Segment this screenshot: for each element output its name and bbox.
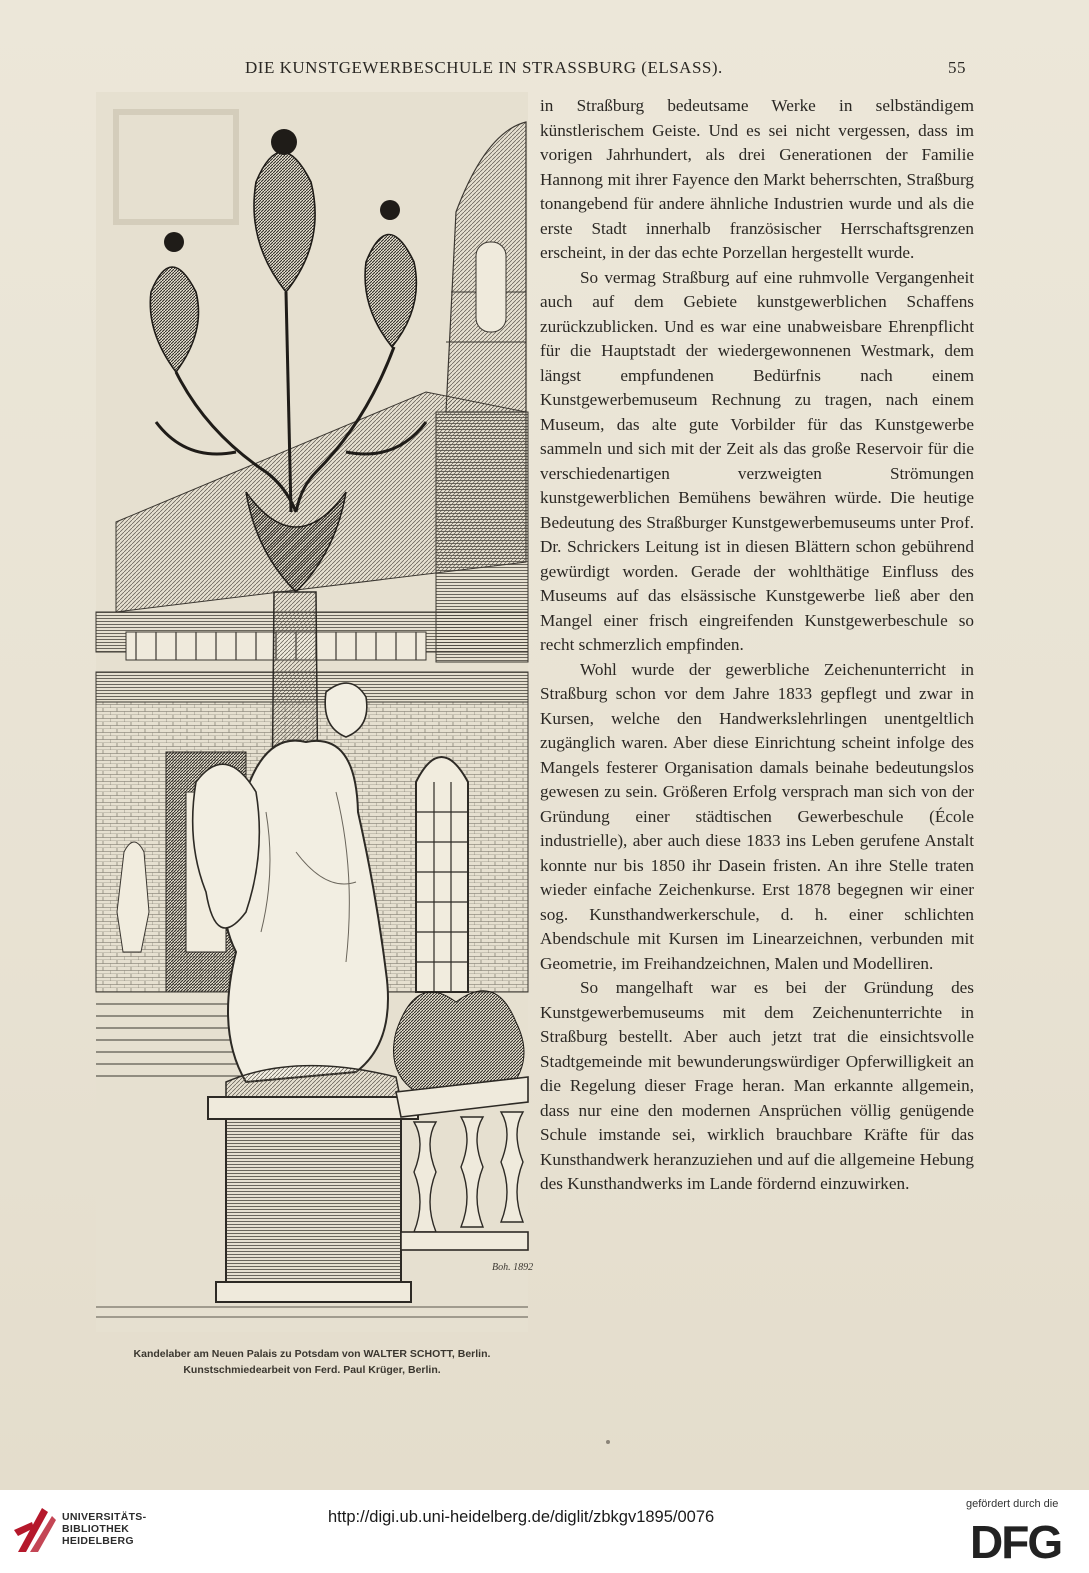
digitization-footer <box>0 1490 1089 1573</box>
page-ornament-dot <box>606 1440 610 1444</box>
running-title: DIE KUNSTGEWERBESCHULE IN STRASSBURG (ELSASS). <box>245 58 723 77</box>
funding-label: gefördert durch die <box>966 1498 1059 1510</box>
paragraph-1: in Straßburg bedeutsame Werke in selbständigem künstlerischem Geiste. Und es sei nicht vergessen, dass im vorigen Jahrhundert, als drei Generationen der Familie Hannong mit ihrer Fayence den Markt beherrschten, Straßburg tonangebend für andere ähnliche Industrien wurde und als die erste Stadt innerhalb französischer Herrschaftsgrenzen erscheint, in der das echte Porzellan hergestellt wurde. <box>540 96 974 262</box>
permalink-url[interactable]: http://digi.ub.uni-heidelberg.de/diglit/zbkgv1895/0076 <box>328 1508 715 1526</box>
paragraph-4: So mangelhaft war es bei der Gründung des Kunstgewerbemuseums mit dem Zeichenunterrichte in Straßburg bestellt. Aber auch jetzt trat die einsichtsvolle Stadtgemeinde mit bewunderungswürdiger Opferwilligkeit an die Regelung dieser Frage heran. Man erkannte allgemein, dass nur eine den modernen Ansprüchen völlig genügende Schule imstande sei, wirklich brauchbare Kräfte für das Kunsthandwerk heranzuziehen und auf die allgemeine Hebung des Kunsthandwerks im Lande fördernd einzuwirken. <box>540 978 974 1193</box>
library-line-1: UNIVERSITÄTS- <box>62 1511 147 1523</box>
engraver-signature: Boh. 1892 <box>492 1262 534 1273</box>
caption-line-1: Kandelaber am Neuen Palais zu Potsdam von WALTER SCHOTT, Berlin. <box>133 1348 491 1360</box>
ub-heidelberg-logo-icon[interactable] <box>12 1502 58 1556</box>
candelabra-engraving <box>96 92 534 1332</box>
caption-line-2: Kunstschmiedearbeit von Ferd. Paul Krüger, Berlin. <box>183 1364 441 1376</box>
library-line-2: BIBLIOTHEK <box>62 1523 130 1535</box>
paragraph-2: So vermag Straßburg auf eine ruhmvolle Vergangenheit auch auf dem Gebiete kunstgewerblichen Schaffens zurückzublicken. Und es war eine unabweisbare Ehrenpflicht für die Hauptstadt der wiedergewonnenen Westmark, dem längst empfundenen Bedürfnis nach einem Kunstgewerbemuseum Rechnung zu tragen, nach einem Museum, das alte gute Vorbilder für das Kunstgewerbe sammeln und sich mit der Zeit als das große Reservoir für die verschiedenartigen verzweigten Strömungen kunstgewerblichen Bemühens bewähren würde. Die heutige Bedeutung des Straßburger Kunstgewerbemuseums unter Prof. Dr. Schrickers Leitung ist in diesen Blättern schon gebührend gewürdigt worden. Gerade der wohlthätige Einfluss des Museums auf das elsässische Kunstgewerbe ließ aber den Mangel einer frisch eingreifenden Kunstgewerbeschule so recht schmerzlich empfinden. <box>540 267 974 654</box>
body-text-column <box>540 94 974 1197</box>
running-head <box>0 58 1089 82</box>
library-line-3: HEIDELBERG <box>62 1535 134 1547</box>
figure-caption <box>82 1346 542 1378</box>
dfg-logo[interactable] <box>966 1514 1074 1566</box>
dfg-logo-text: DFG <box>970 1516 1062 1568</box>
library-name <box>62 1511 146 1547</box>
page-number: 55 <box>948 58 966 77</box>
paragraph-3: Wohl wurde der gewerbliche Zeichenunterricht in Straßburg schon vor dem Jahre 1833 gepflegt und zwar in Kursen, welche den Handwerkslehrlingen unentgeltlich zugänglich waren. Aber diese Einrichtung scheint infolge des Mangels festerer Organisation damals beinahe bedeutungslos gewesen zu sein. Größeren Erfolg versprach man sich von der Gründung einer städtischen Gewerbeschule (École industrielle), aber auch diese 1833 ins Leben gerufene Anstalt konnte nur bis 1850 ihr Dasein fristen. An ihre Stelle traten wieder einfache Zeichenkurse. Erst 1878 begegnen wir einer sog. Kunsthandwerkerschule, d. h. einer schlichten Abendschule mit Kursen im Linearzeichnen, verbunden mit Geometrie, im Freihandzeichnen, Malen und Modelliren. <box>540 659 974 973</box>
